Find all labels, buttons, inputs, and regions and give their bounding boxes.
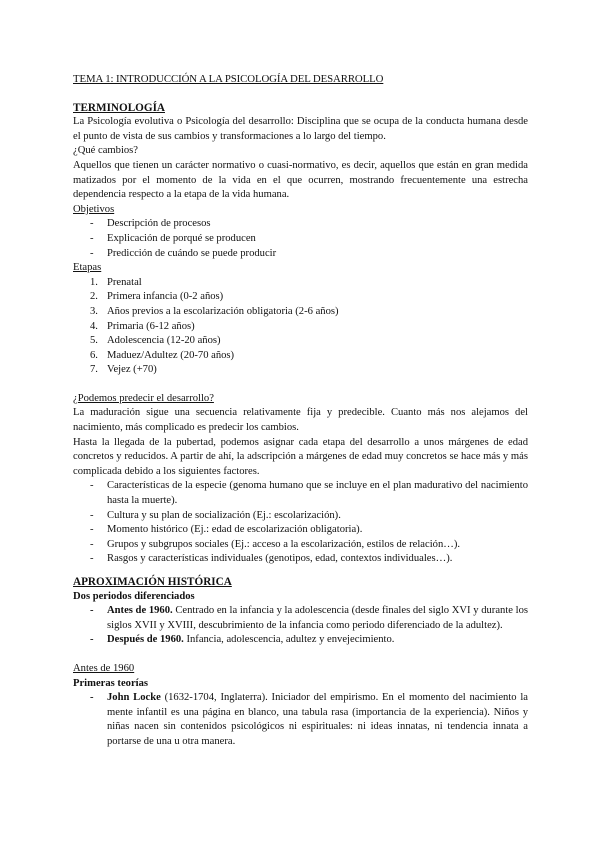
question-cambios: ¿Qué cambios?	[73, 145, 139, 157]
section-heading-aproximacion: APROXIMACIÓN HISTÓRICA	[73, 576, 232, 588]
list-item: - Después de 1960. Infancia, adolescencia, adultez y envejecimiento.	[90, 634, 395, 646]
definition-paragraph: La Psicología evolutiva o Psicología del desarrollo: Disciplina que se ocupa de la conducta humana desde el punto de vista de sus cambios y transformaciones a lo largo del tiempo.	[73, 116, 528, 142]
dash-marker: -	[90, 232, 94, 244]
primeras-teorias-label: Primeras teorías	[73, 677, 149, 689]
dash-marker: -	[90, 218, 94, 230]
dash-marker: -	[90, 247, 94, 259]
list-item: - John Locke (1632-1704, Inglaterra). Iniciador del empirismo. En el momento del nacimiento la mente infantil es una página en blanco, una tabula rasa (importancia de la experiencia). Niños y niñas nacen sin contenidos psicológicos ni espirituales: ni ideas innatas, ni tendencia innata a portarse de una u otra manera.	[90, 692, 528, 747]
list-item: - Cultura y su plan de socialización (Ej.: escolarización).	[90, 509, 341, 521]
list-item: - Rasgos y características individuales (genotipos, edad, contextos individuales…).	[90, 553, 453, 565]
list-item: - Antes de 1960. Centrado en la infancia y la adolescencia (desde finales del siglo XVI y durante los siglos XVII y XVIII, descubrimiento de la infancia como periodo diferenciado de la adultez).	[90, 605, 529, 631]
list-item: 2. Primera infancia (0-2 años)	[90, 291, 224, 303]
list-item: - Grupos y subgrupos sociales (Ej.: acceso a la escolarización, estilos de relación…).	[90, 538, 461, 550]
list-item: - Predicción de cuándo se puede producir	[73, 247, 528, 262]
etapas-label: Etapas	[73, 262, 102, 274]
factores-list	[73, 479, 528, 567]
objetivos-label: Objetivos	[73, 203, 115, 215]
periodos-list	[73, 604, 528, 648]
list-item: 4. Primaria (6-12 años)	[90, 320, 195, 332]
section-heading-terminologia: TERMINOLOGÍA	[73, 101, 165, 114]
list-item: 1. Prenatal	[90, 276, 142, 288]
answer-paragraph: Aquellos que tienen un carácter normativo o cuasi-normativo, es decir, aquellos que están en gran medida matizados por el momento de la vida en el que ocurren, mostrando frecuentemente una estrecha dependencia respecto a la etapa de la vida humana.	[73, 159, 528, 201]
predecir-paragraph-2: Hasta la llegada de la pubertad, podemos asignar cada etapa del desarrollo a unos márgenes de edad concretos y reducidos. A partir de ahí, la adscripción a márgenes de edad muy concretos se hace más y más complicada debido a los siguientes factores.	[73, 436, 528, 477]
predecir-paragraph-1: La maduración sigue una secuencia relativamente fija y predecible. Cuanto más nos alejamos del nacimiento, más complicado es predecir los cambios.	[73, 407, 528, 434]
periodos-label: Dos periodos diferenciados	[73, 590, 195, 602]
list-item: 6. Maduez/Adultez (20-70 años)	[90, 349, 235, 361]
teorias-list	[73, 691, 528, 749]
document-body	[73, 72, 528, 750]
list-item: - Características de la especie (genoma humano que se incluye en el plan madurativo del nacimiento hasta la muerte).	[90, 480, 528, 507]
antes-label: Antes de 1960	[73, 662, 135, 674]
etapas-list	[73, 276, 528, 378]
objetivos-list	[73, 217, 528, 261]
page-title: TEMA 1: INTRODUCCIÓN A LA PSICOLOGÍA DEL DESARROLLO	[73, 73, 384, 85]
list-item: 3. Años previos a la escolarización obligatoria (2-6 años)	[90, 305, 339, 317]
list-item: - Momento histórico (Ej.: edad de escolarización obligatoria).	[90, 524, 363, 536]
predecir-question: ¿Podemos predecir el desarrollo?	[73, 392, 214, 404]
list-item: - Explicación de porqué se producen	[73, 232, 528, 247]
list-item: 5. Adolescencia (12-20 años)	[90, 335, 221, 347]
list-item: 7. Vejez (+70)	[90, 364, 157, 376]
list-item: - Descripción de procesos	[73, 217, 528, 232]
